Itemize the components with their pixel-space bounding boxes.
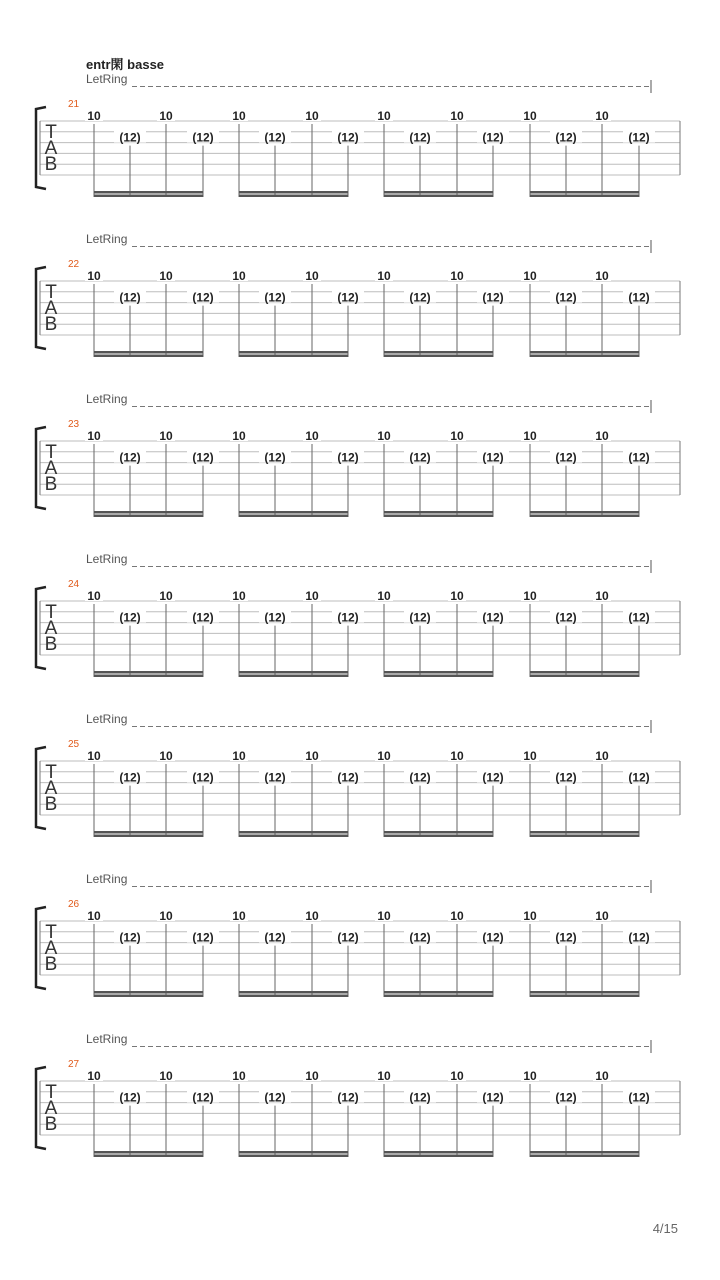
fret-number: 10 xyxy=(159,429,173,443)
fret-number: 10 xyxy=(159,109,173,123)
tab-clef-letter: A xyxy=(44,778,58,799)
fret-number: 10 xyxy=(377,909,391,923)
tab-system xyxy=(0,227,720,387)
fret-number: 10 xyxy=(87,429,101,443)
letring-label: LetRing xyxy=(86,232,128,246)
fret-number: (12) xyxy=(264,610,286,625)
fret-number: (12) xyxy=(264,770,286,785)
fret-number: (12) xyxy=(555,610,577,625)
fret-number: 10 xyxy=(232,749,246,763)
fret-number: (12) xyxy=(192,610,214,625)
fret-number: 10 xyxy=(159,909,173,923)
fret-number: (12) xyxy=(337,930,359,945)
note-beam xyxy=(530,515,639,518)
fret-number: 10 xyxy=(305,1069,319,1083)
note-beam xyxy=(94,511,203,514)
note-beam xyxy=(384,831,493,834)
fret-number: 10 xyxy=(523,1069,537,1083)
note-beam xyxy=(239,995,348,998)
measure-number: 22 xyxy=(68,259,80,270)
fret-number: (12) xyxy=(119,450,141,465)
fret-number: (12) xyxy=(482,770,504,785)
page-number: 4/15 xyxy=(652,1221,678,1236)
note-beam xyxy=(94,351,203,354)
measure-number: 24 xyxy=(68,579,80,590)
fret-number: (12) xyxy=(192,450,214,465)
tab-clef-letter: A xyxy=(44,938,58,959)
fret-number: 10 xyxy=(450,909,464,923)
measure-number: 27 xyxy=(68,1059,80,1070)
fret-number: 10 xyxy=(87,1069,101,1083)
fret-number: 10 xyxy=(305,429,319,443)
note-beam xyxy=(94,195,203,198)
fret-number: 10 xyxy=(595,749,609,763)
fret-number: 10 xyxy=(305,269,319,283)
fret-number: (12) xyxy=(628,930,650,945)
note-beam xyxy=(94,675,203,678)
fret-number: (12) xyxy=(337,1090,359,1105)
fret-number: (12) xyxy=(555,930,577,945)
fret-number: (12) xyxy=(628,450,650,465)
measure-number: 21 xyxy=(68,99,80,110)
fret-number: 10 xyxy=(377,589,391,603)
note-beam xyxy=(530,831,639,834)
fret-number: (12) xyxy=(409,130,431,145)
fret-number: (12) xyxy=(409,450,431,465)
fret-number: (12) xyxy=(628,1090,650,1105)
fret-number: (12) xyxy=(337,130,359,145)
note-beam xyxy=(530,355,639,358)
fret-number: 10 xyxy=(523,749,537,763)
note-beam xyxy=(94,1151,203,1154)
fret-number: 10 xyxy=(523,589,537,603)
fret-number: (12) xyxy=(409,930,431,945)
fret-number: (12) xyxy=(119,610,141,625)
note-beam xyxy=(384,991,493,994)
fret-number: (12) xyxy=(119,290,141,305)
note-beam xyxy=(94,831,203,834)
letring-label: LetRing xyxy=(86,392,128,406)
letring-label: LetRing xyxy=(86,552,128,566)
fret-number: 10 xyxy=(305,589,319,603)
tab-staff-svg xyxy=(0,227,720,387)
tab-system xyxy=(0,67,720,227)
fret-number: 10 xyxy=(450,429,464,443)
fret-number: 10 xyxy=(450,1069,464,1083)
note-beam xyxy=(530,675,639,678)
note-beam xyxy=(239,675,348,678)
fret-number: 10 xyxy=(595,1069,609,1083)
tab-clef-letter: T xyxy=(45,282,57,303)
fret-number: (12) xyxy=(119,930,141,945)
note-beam xyxy=(384,351,493,354)
fret-number: (12) xyxy=(264,1090,286,1105)
note-beam xyxy=(384,511,493,514)
measure-number: 26 xyxy=(68,899,80,910)
note-beam xyxy=(94,995,203,998)
fret-number: 10 xyxy=(305,909,319,923)
fret-number: (12) xyxy=(482,930,504,945)
fret-number: 10 xyxy=(523,109,537,123)
fret-number: (12) xyxy=(119,130,141,145)
tab-clef-letter: A xyxy=(44,618,58,639)
tab-staff-svg xyxy=(0,867,720,1027)
fret-number: (12) xyxy=(482,610,504,625)
fret-number: 10 xyxy=(377,269,391,283)
tab-clef-letter: T xyxy=(45,122,57,143)
fret-number: 10 xyxy=(159,269,173,283)
fret-number: 10 xyxy=(159,589,173,603)
note-beam xyxy=(94,515,203,518)
tab-system xyxy=(0,387,720,547)
fret-number: (12) xyxy=(628,770,650,785)
fret-number: 10 xyxy=(87,589,101,603)
letring-label: LetRing xyxy=(86,72,128,86)
note-beam xyxy=(239,671,348,674)
letring-label: LetRing xyxy=(86,712,128,726)
fret-number: (12) xyxy=(409,290,431,305)
note-beam xyxy=(530,835,639,838)
tab-clef-letter: T xyxy=(45,602,57,623)
tab-clef-letter: T xyxy=(45,442,57,463)
note-beam xyxy=(530,195,639,198)
tab-clef-letter: B xyxy=(44,154,58,175)
note-beam xyxy=(239,835,348,838)
tab-clef-letter: A xyxy=(44,458,58,479)
fret-number: (12) xyxy=(482,1090,504,1105)
fret-number: 10 xyxy=(232,109,246,123)
fret-number: (12) xyxy=(555,1090,577,1105)
fret-number: 10 xyxy=(232,589,246,603)
fret-number: (12) xyxy=(337,610,359,625)
measure-number: 23 xyxy=(68,419,80,430)
fret-number: 10 xyxy=(523,909,537,923)
fret-number: (12) xyxy=(192,290,214,305)
tab-staff-svg xyxy=(0,707,720,867)
fret-number: 10 xyxy=(377,109,391,123)
fret-number: 10 xyxy=(450,589,464,603)
note-beam xyxy=(94,355,203,358)
note-beam xyxy=(94,671,203,674)
note-beam xyxy=(530,511,639,514)
tab-clef-letter: B xyxy=(44,954,58,975)
fret-number: (12) xyxy=(409,610,431,625)
fret-number: (12) xyxy=(628,290,650,305)
tab-staff-svg xyxy=(0,1027,720,1187)
fret-number: (12) xyxy=(337,290,359,305)
fret-number: 10 xyxy=(305,749,319,763)
note-beam xyxy=(530,351,639,354)
note-beam xyxy=(384,1151,493,1154)
note-beam xyxy=(530,1151,639,1154)
fret-number: 10 xyxy=(87,269,101,283)
fret-number: (12) xyxy=(555,290,577,305)
tab-clef-letter: A xyxy=(44,298,58,319)
tab-clef-letter: B xyxy=(44,634,58,655)
fret-number: (12) xyxy=(482,290,504,305)
tab-system xyxy=(0,547,720,707)
fret-number: (12) xyxy=(264,130,286,145)
tab-clef-letter: T xyxy=(45,1082,57,1103)
fret-number: (12) xyxy=(192,1090,214,1105)
fret-number: 10 xyxy=(595,109,609,123)
note-beam xyxy=(239,351,348,354)
fret-number: (12) xyxy=(192,930,214,945)
fret-number: 10 xyxy=(377,429,391,443)
note-beam xyxy=(239,191,348,194)
note-beam xyxy=(384,995,493,998)
fret-number: 10 xyxy=(523,429,537,443)
tab-clef-letter: A xyxy=(44,138,58,159)
fret-number: 10 xyxy=(595,269,609,283)
note-beam xyxy=(239,1155,348,1158)
letring-label: LetRing xyxy=(86,872,128,886)
fret-number: 10 xyxy=(377,749,391,763)
fret-number: 10 xyxy=(450,109,464,123)
note-beam xyxy=(239,195,348,198)
note-beam xyxy=(239,991,348,994)
note-beam xyxy=(239,355,348,358)
tab-staff-svg xyxy=(0,387,720,547)
note-beam xyxy=(94,1155,203,1158)
note-beam xyxy=(384,355,493,358)
note-beam xyxy=(530,991,639,994)
tab-clef-letter: B xyxy=(44,794,58,815)
fret-number: (12) xyxy=(337,770,359,785)
fret-number: 10 xyxy=(232,909,246,923)
fret-number: 10 xyxy=(159,749,173,763)
fret-number: 10 xyxy=(595,909,609,923)
tab-system xyxy=(0,1027,720,1187)
fret-number: (12) xyxy=(264,290,286,305)
fret-number: 10 xyxy=(159,1069,173,1083)
fret-number: (12) xyxy=(409,1090,431,1105)
note-beam xyxy=(384,191,493,194)
fret-number: (12) xyxy=(409,770,431,785)
fret-number: 10 xyxy=(87,909,101,923)
note-beam xyxy=(384,515,493,518)
fret-number: 10 xyxy=(305,109,319,123)
note-beam xyxy=(94,991,203,994)
fret-number: 10 xyxy=(232,1069,246,1083)
note-beam xyxy=(530,995,639,998)
fret-number: 10 xyxy=(450,269,464,283)
fret-number: (12) xyxy=(192,130,214,145)
fret-number: (12) xyxy=(119,1090,141,1105)
tab-staff-svg xyxy=(0,547,720,707)
note-beam xyxy=(384,195,493,198)
fret-number: 10 xyxy=(232,429,246,443)
tab-clef-letter: B xyxy=(44,314,58,335)
fret-number: (12) xyxy=(337,450,359,465)
fret-number: (12) xyxy=(482,130,504,145)
fret-number: (12) xyxy=(555,130,577,145)
tab-clef-letter: T xyxy=(45,922,57,943)
fret-number: 10 xyxy=(232,269,246,283)
tab-clef-letter: B xyxy=(44,474,58,495)
fret-number: (12) xyxy=(555,770,577,785)
fret-number: (12) xyxy=(555,450,577,465)
fret-number: 10 xyxy=(450,749,464,763)
note-beam xyxy=(239,515,348,518)
tab-clef-letter: T xyxy=(45,762,57,783)
fret-number: (12) xyxy=(628,130,650,145)
fret-number: (12) xyxy=(264,450,286,465)
note-beam xyxy=(239,1151,348,1154)
note-beam xyxy=(530,1155,639,1158)
note-beam xyxy=(384,835,493,838)
measure-number: 25 xyxy=(68,739,80,750)
note-beam xyxy=(239,831,348,834)
note-beam xyxy=(384,675,493,678)
tab-clef-letter: A xyxy=(44,1098,58,1119)
tab-staff-svg xyxy=(0,67,720,227)
fret-number: (12) xyxy=(119,770,141,785)
tab-system xyxy=(0,707,720,867)
note-beam xyxy=(94,835,203,838)
fret-number: 10 xyxy=(523,269,537,283)
tab-system xyxy=(0,867,720,1027)
fret-number: 10 xyxy=(87,749,101,763)
fret-number: (12) xyxy=(628,610,650,625)
tab-clef-letter: B xyxy=(44,1114,58,1135)
fret-number: 10 xyxy=(595,429,609,443)
section-title: entr閑 basse xyxy=(86,57,165,72)
letring-label: LetRing xyxy=(86,1032,128,1046)
fret-number: 10 xyxy=(87,109,101,123)
fret-number: (12) xyxy=(482,450,504,465)
note-beam xyxy=(384,1155,493,1158)
fret-number: 10 xyxy=(377,1069,391,1083)
note-beam xyxy=(530,671,639,674)
note-beam xyxy=(239,511,348,514)
note-beam xyxy=(94,191,203,194)
note-beam xyxy=(384,671,493,674)
fret-number: (12) xyxy=(192,770,214,785)
fret-number: 10 xyxy=(595,589,609,603)
note-beam xyxy=(530,191,639,194)
fret-number: (12) xyxy=(264,930,286,945)
